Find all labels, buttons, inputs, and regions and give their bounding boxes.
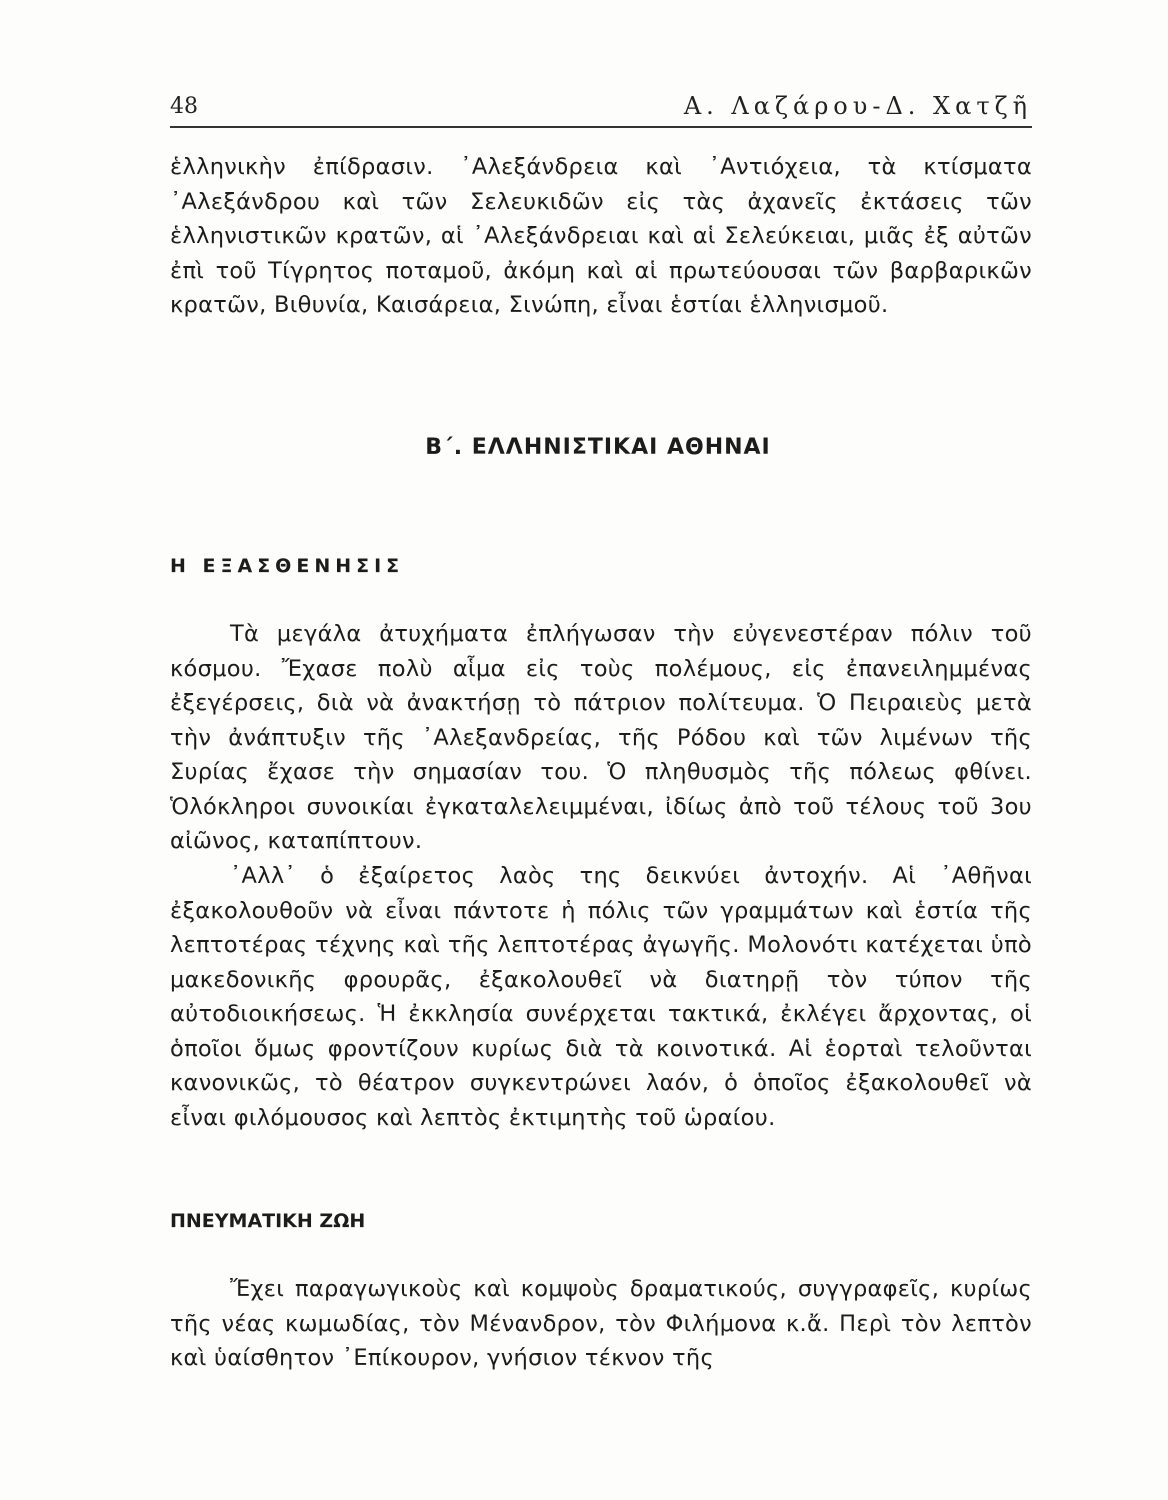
page-number: 48 [170, 94, 198, 119]
page-header [170, 92, 1032, 126]
intro-paragraph: ἑλληνικὴν ἐπίδρασιν. ᾿Αλεξάνδρεια καὶ ᾿Αντιόχεια, τὰ κτίσματα ᾿Αλεξάνδρου καὶ τῶν Σελευκιδῶν εἰς τὰς ἀχανεῖς ἐκτάσεις τῶν ἑλληνιστικῶν κρατῶν, αἱ ᾿Αλεξάνδρειαι καὶ αἱ Σελεύκειαι, μιᾶς ἐξ αὐτῶν ἐπὶ τοῦ Τίγρητος ποταμοῦ, ἀκόμη καὶ αἱ πρωτεύουσαι τῶν βαρβαρικῶν κρατῶν, Βιθυνία, Καισάρεια, Σινώπη, εἶναι ἑστίαι ἑλληνισμοῦ. [170, 154, 1032, 318]
header-rule [170, 126, 1032, 128]
paragraph-endurance: ᾿Αλλ᾿ ὁ ἐξαίρετος λαὸς της δεικνύει ἀντοχήν. Αἱ ᾿Αθῆναι ἐξακολουθοῦν νὰ εἶναι πάντοτε ἡ πόλις τῶν γραμμάτων καὶ ἑστία τῆς λεπτοτέρας τέχνης καὶ τῆς λεπτοτέρας ἀγωγῆς. Μολονότι κατέχεται ὑπὸ μακεδονικῆς φρουρᾶς, ἐξακολουθεῖ νὰ διατηρῇ τὸν τύπον τῆς αὐτοδιοικήσεως. Ἡ ἐκκλησία συνέρχεται τακτικά, ἐκλέγει ἄρχοντας, οἱ ὁποῖοι ὅμως φροντίζουν κυρίως διὰ τὰ κοινοτικά. Αἱ ἑορταὶ τελοῦνται κανονικῶς, τὸ θέατρον συγκεντρώνει λαόν, ὁ ὁποῖος ἐξακολουθεῖ νὰ εἶναι φιλόμουσος καὶ λεπτὸς ἐκτιμητὴς τοῦ ὡραίου. [170, 863, 1032, 1131]
subheading-decline: Η ΕΞΑΣΘΕΝΗΣΙΣ [170, 555, 405, 577]
subheading-intellectual-life: ΠΝΕΥΜΑΤΙΚΗ ΖΩΗ [170, 1210, 366, 1232]
section-title: Β΄. ΕΛΛΗΝΙΣΤΙΚΑΙ ΑΘΗΝΑΙ [425, 435, 771, 460]
paragraph-decline: Τὰ μεγάλα ἀτυχήματα ἐπλήγωσαν τὴν εὐγενεστέραν πόλιν τοῦ κόσμου. Ἔχασε πολὺ αἷμα εἰς τοὺς πολέμους, εἰς ἐπανειλημμένας ἐξεγέρσεις, διὰ νὰ ἀνακτήσῃ τὸ πάτριον πολίτευμα. Ὁ Πειραιεὺς μετὰ τὴν ἀνάπτυξιν τῆς ᾿Αλεξανδρείας, τῆς Ρόδου καὶ τῶν λιμένων τῆς Συρίας ἔχασε τὴν σημασίαν του. Ὁ πληθυσμὸς τῆς πόλεως φθίνει. Ὁλόκληροι συνοικίαι ἐγκαταλελειμμέναι, ἰδίως ἀπὸ τοῦ τέλους τοῦ 3ου αἰῶνος, καταπίπτουν. [170, 621, 1032, 854]
running-head: Α. Λαζάρου-Δ. Χατζῆ [683, 92, 1032, 120]
paragraph-intellectual-life: Ἔχει παραγωγικοὺς καὶ κομψοὺς δραματικούς, συγγραφεῖς, κυρίως τῆς νέας κωμωδίας, τὸν Μένανδρον, τὸν Φιλήμονα κ.ἄ. Περὶ τὸν λεπτὸν καὶ ὑαίσθητον ᾿Επίκουρον, γνήσιον τέκνον τῆς [170, 1276, 1032, 1371]
